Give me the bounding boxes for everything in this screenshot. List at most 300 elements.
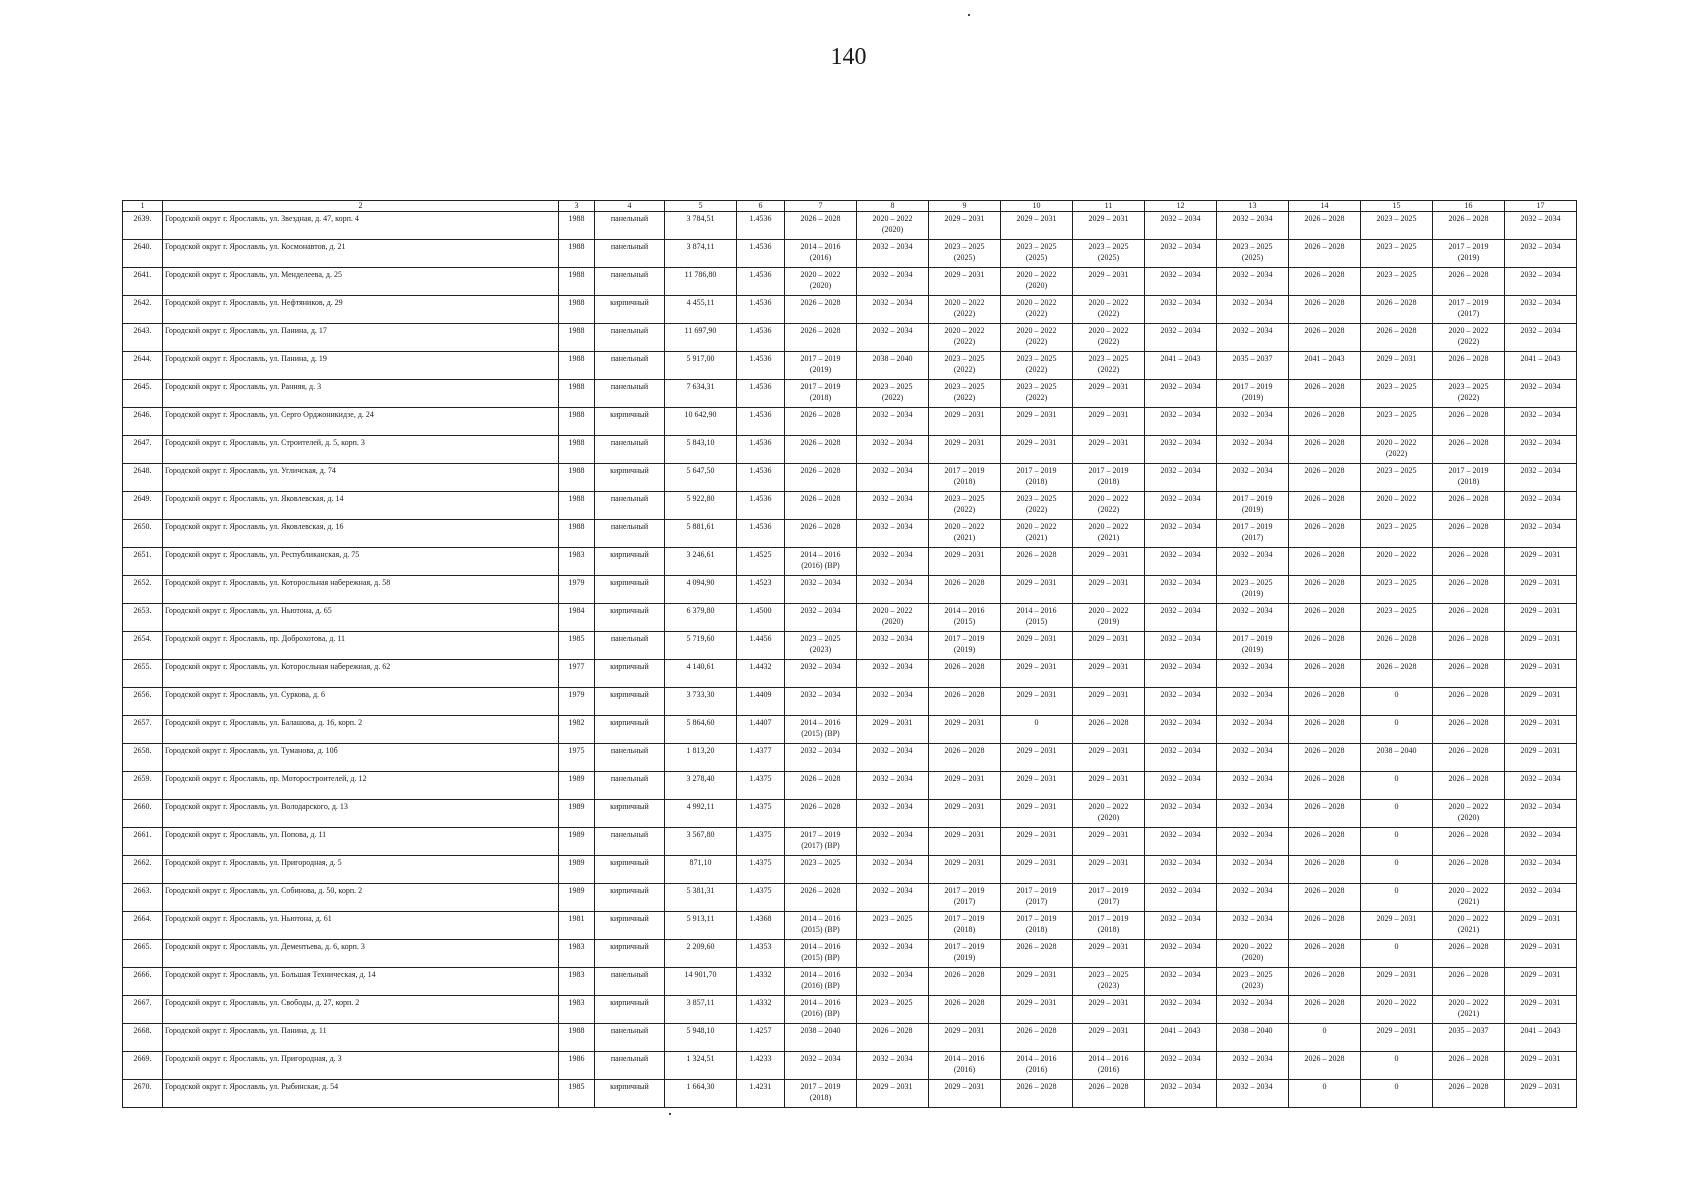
table-cell: 2026 – 2028 [1361,296,1433,324]
table-cell: 5 922,80 [665,492,737,520]
table-cell: 2660. [123,800,163,828]
table-cell: 1.4375 [737,856,785,884]
table-cell: 2032 – 2034 [785,576,857,604]
table-cell: 2032 – 2034 [857,296,929,324]
table-cell: 5 881,61 [665,520,737,548]
table-cell: 2026 – 2028 [1289,912,1361,940]
table-cell: 2032 – 2034 [857,520,929,548]
table-cell: панельный [595,268,665,296]
table-cell: 2652. [123,576,163,604]
column-number-cell: 13 [1217,201,1289,212]
table-cell: 2032 – 2034 [1505,408,1577,436]
table-cell: 2649. [123,492,163,520]
table-cell: 2032 – 2034 [1145,436,1217,464]
table-cell: 2020 – 2022 (2020) [1217,940,1289,968]
address-cell: Городской округ г. Ярославль, ул. Пригородная, д. 3 [163,1052,559,1080]
table-cell: 2029 – 2031 [1505,716,1577,744]
table-cell: 2032 – 2034 [1145,464,1217,492]
table-cell: 2032 – 2034 [1145,660,1217,688]
table-cell: 2029 – 2031 [1073,772,1145,800]
table-cell: 2020 – 2022 (2020) [785,268,857,296]
table-cell: 2023 – 2025 (2023) [1073,968,1145,996]
table-cell: 2020 – 2022 [1361,548,1433,576]
table-cell: 1.4257 [737,1024,785,1052]
table-cell: 3 246,61 [665,548,737,576]
table-cell: 2032 – 2034 [1145,1052,1217,1080]
table-cell: 2029 – 2031 [1073,212,1145,240]
table-cell: 1.4523 [737,576,785,604]
table-cell: 2029 – 2031 [1505,744,1577,772]
table-cell: 2032 – 2034 [1145,800,1217,828]
table-cell: 1.4536 [737,380,785,408]
table-cell: 2026 – 2028 [785,296,857,324]
table-row [123,380,1577,408]
table-cell: 2029 – 2031 [1001,800,1073,828]
table-row [123,632,1577,660]
table-cell: 1977 [559,660,595,688]
table-cell: 2032 – 2034 [785,1052,857,1080]
table-cell: 1.4432 [737,660,785,688]
address-cell: Городской округ г. Ярославль, ул. Ранняя, д. 3 [163,380,559,408]
table-cell: 2029 – 2031 [1001,772,1073,800]
table-cell: 5 948,10 [665,1024,737,1052]
table-cell: 3 784,51 [665,212,737,240]
table-cell: 2023 – 2025 (2025) [1073,240,1145,268]
table-cell: 1.4231 [737,1080,785,1108]
table-cell: 2026 – 2028 [1073,716,1145,744]
table-cell: 2026 – 2028 [1289,464,1361,492]
table-cell: 2026 – 2028 [1289,772,1361,800]
table-cell: 2017 – 2019 (2018) [1001,464,1073,492]
table-cell: кирпичный [595,660,665,688]
table-cell: 1.4407 [737,716,785,744]
table-cell: 2026 – 2028 [1289,604,1361,632]
table-cell: 2032 – 2034 [857,772,929,800]
table-cell: 2032 – 2034 [1217,660,1289,688]
table-row [123,828,1577,856]
scan-speck [669,1113,671,1115]
table-cell: 2026 – 2028 [1289,520,1361,548]
column-number-cell: 5 [665,201,737,212]
table-cell: 2026 – 2028 [857,1024,929,1052]
table-cell: 0 [1361,1080,1433,1108]
table-cell: 2029 – 2031 [1505,996,1577,1024]
column-number-row [123,201,1577,212]
table-cell: 2029 – 2031 [1001,632,1073,660]
table-cell: 2017 – 2019 (2018) [929,912,1001,940]
table-cell: 2026 – 2028 [1289,632,1361,660]
table-cell: кирпичный [595,856,665,884]
table-cell: 2035 – 2037 [1433,1024,1505,1052]
table-cell: 2654. [123,632,163,660]
table-cell: 1.4233 [737,1052,785,1080]
table-cell: 1988 [559,464,595,492]
table-cell: 2029 – 2031 [857,1080,929,1108]
address-cell: Городской округ г. Ярославль, ул. Пригородная, д. 5 [163,856,559,884]
address-cell: Городской округ г. Ярославль, ул. Республиканская, д. 75 [163,548,559,576]
table-cell: 2032 – 2034 [857,828,929,856]
table-cell: 2026 – 2028 [1289,716,1361,744]
table-cell: 2029 – 2031 [1073,1024,1145,1052]
table-cell: 2026 – 2028 [785,324,857,352]
table-cell: 2020 – 2022 (2022) [1001,296,1073,324]
table-cell: 2026 – 2028 [1433,856,1505,884]
table-cell: 2026 – 2028 [929,968,1001,996]
table-cell: 2032 – 2034 [1217,800,1289,828]
table-cell: 2017 – 2019 (2018) [929,464,1001,492]
table-cell: 2026 – 2028 [1289,996,1361,1024]
table-cell: 0 [1361,1052,1433,1080]
table-row [123,604,1577,632]
table-cell: 2647. [123,436,163,464]
table-row [123,1080,1577,1108]
table-cell: 0 [1361,856,1433,884]
table-cell: 2020 – 2022 (2022) [1433,324,1505,352]
table-row [123,464,1577,492]
table-cell: 5 719,60 [665,632,737,660]
table-cell: 2032 – 2034 [1217,996,1289,1024]
address-cell: Городской округ г. Ярославль, ул. Космонавтов, д. 21 [163,240,559,268]
table-cell: 2026 – 2028 [1289,688,1361,716]
table-cell: 2020 – 2022 (2022) [929,324,1001,352]
address-cell: Городской округ г. Ярославль, ул. Менделеева, д. 25 [163,268,559,296]
table-cell: 2662. [123,856,163,884]
table-cell: 1.4536 [737,296,785,324]
table-cell: 2032 – 2034 [1505,380,1577,408]
table-cell: 2026 – 2028 [1433,1080,1505,1108]
table-cell: кирпичный [595,464,665,492]
table-cell: 3 567,80 [665,828,737,856]
table-cell: 2020 – 2022 (2022) [1073,492,1145,520]
column-number-cell: 8 [857,201,929,212]
table-cell: 2669. [123,1052,163,1080]
table-row [123,940,1577,968]
table-cell: 2026 – 2028 [1433,772,1505,800]
table-cell: 2041 – 2043 [1505,1024,1577,1052]
table-cell: 2032 – 2034 [1505,884,1577,912]
table-cell: 1986 [559,1052,595,1080]
address-cell: Городской округ г. Ярославль, ул. Попова, д. 11 [163,828,559,856]
table-cell: 2657. [123,716,163,744]
table-cell: 2029 – 2031 [1001,744,1073,772]
table-cell: 2035 – 2037 [1217,352,1289,380]
table-cell: 2026 – 2028 [1433,408,1505,436]
table-row [123,772,1577,800]
table-cell: 2032 – 2034 [785,688,857,716]
table-cell: 2029 – 2031 [929,548,1001,576]
table-cell: 2666. [123,968,163,996]
table-cell: 2020 – 2022 (2021) [1433,996,1505,1024]
table-cell: 1988 [559,296,595,324]
table-cell: 2032 – 2034 [1217,296,1289,324]
table-cell: 2014 – 2016 (2016) [1001,1052,1073,1080]
table-cell: 2640. [123,240,163,268]
table-cell: 2032 – 2034 [857,884,929,912]
table-cell: 2014 – 2016 (2016) [1073,1052,1145,1080]
table-cell: 7 634,31 [665,380,737,408]
table-cell: 14 901,70 [665,968,737,996]
table-cell: 2026 – 2028 [1289,744,1361,772]
table-cell: 2029 – 2031 [1073,380,1145,408]
table-cell: 2029 – 2031 [929,856,1001,884]
table-cell: 2026 – 2028 [785,800,857,828]
table-cell: 2026 – 2028 [785,492,857,520]
table-cell: 2017 – 2019 (2018) [785,1080,857,1108]
table-cell: панельный [595,352,665,380]
table-cell: 2032 – 2034 [1145,856,1217,884]
table-cell: 2020 – 2022 (2021) [929,520,1001,548]
table-cell: 2032 – 2034 [1145,380,1217,408]
table-cell: 2023 – 2025 (2025) [1001,240,1073,268]
table-cell: 2026 – 2028 [1289,576,1361,604]
table-cell: 2026 – 2028 [1433,436,1505,464]
table-cell: 2020 – 2022 (2020) [1073,800,1145,828]
table-cell: 1983 [559,548,595,576]
table-cell: 2653. [123,604,163,632]
table-row [123,660,1577,688]
table-cell: 2032 – 2034 [1145,940,1217,968]
table-cell: 2023 – 2025 [1361,240,1433,268]
table-cell: 2023 – 2025 (2022) [929,380,1001,408]
table-cell: 2665. [123,940,163,968]
table-cell: 2017 – 2019 (2019) [1217,632,1289,660]
table-cell: 2026 – 2028 [1289,492,1361,520]
table-cell: 2029 – 2031 [1073,688,1145,716]
address-cell: Городской округ г. Ярославль, ул. Балашова, д. 16, корп. 2 [163,716,559,744]
table-cell: 2029 – 2031 [1001,576,1073,604]
column-number-cell: 1 [123,201,163,212]
table-cell: 2032 – 2034 [1217,548,1289,576]
table-cell: 2029 – 2031 [1361,352,1433,380]
table-cell: 2026 – 2028 [1001,548,1073,576]
table-cell: 1.4375 [737,828,785,856]
table-cell: 2656. [123,688,163,716]
table-cell: 1.4536 [737,464,785,492]
table-cell: кирпичный [595,688,665,716]
table-cell: 2026 – 2028 [1433,604,1505,632]
table-cell: 2017 – 2019 (2019) [785,352,857,380]
address-cell: Городской округ г. Ярославль, ул. Ньютона, д. 65 [163,604,559,632]
table-cell: 2023 – 2025 (2023) [1217,968,1289,996]
table-cell: 2032 – 2034 [1145,828,1217,856]
table-cell: 2026 – 2028 [1433,576,1505,604]
table-cell: 2029 – 2031 [929,772,1001,800]
table-cell: 2026 – 2028 [1001,1024,1073,1052]
table-cell: 6 379,80 [665,604,737,632]
table-cell: 2032 – 2034 [1145,688,1217,716]
table-cell: 2026 – 2028 [1289,212,1361,240]
address-cell: Городской округ г. Ярославль, ул. Яковлевская, д. 14 [163,492,559,520]
table-cell: 2029 – 2031 [1505,1052,1577,1080]
table-cell: 2026 – 2028 [785,884,857,912]
table-row [123,324,1577,352]
table-cell: 2642. [123,296,163,324]
address-cell: Городской округ г. Ярославль, ул. Панина, д. 11 [163,1024,559,1052]
table-cell: 1988 [559,436,595,464]
table-cell: 2017 – 2019 (2019) [1217,380,1289,408]
table-cell: 2023 – 2025 (2022) [929,352,1001,380]
table-row [123,268,1577,296]
table-cell: 2032 – 2034 [1505,324,1577,352]
table-cell: 2032 – 2034 [1217,1052,1289,1080]
table-cell: 2023 – 2025 (2022) [857,380,929,408]
table-cell: 2029 – 2031 [1073,744,1145,772]
table-cell: 5 843,10 [665,436,737,464]
address-cell: Городской округ г. Ярославль, ул. Яковлевская, д. 16 [163,520,559,548]
table-cell: 2026 – 2028 [1001,1080,1073,1108]
table-cell: 1988 [559,268,595,296]
table-cell: 2017 – 2019 (2018) [785,380,857,408]
scan-speck [968,14,970,16]
table-cell: 2032 – 2034 [1505,268,1577,296]
table-cell: 2029 – 2031 [1073,548,1145,576]
table-cell: 0 [1361,716,1433,744]
table-cell: 2032 – 2034 [785,660,857,688]
table-cell: 2032 – 2034 [857,464,929,492]
table-cell: 1.4377 [737,744,785,772]
table-cell: 2026 – 2028 [1289,240,1361,268]
table-cell: кирпичный [595,884,665,912]
table-cell: 2032 – 2034 [1217,688,1289,716]
table-cell: 2017 – 2019 (2019) [1433,240,1505,268]
table-cell: 2029 – 2031 [929,436,1001,464]
table-cell: 2017 – 2019 (2018) [1073,464,1145,492]
table-cell: 2032 – 2034 [1505,296,1577,324]
table-cell: 2017 – 2019 (2018) [1073,912,1145,940]
table-cell: 2023 – 2025 [1361,604,1433,632]
table-cell: 2026 – 2028 [1289,660,1361,688]
table-cell: 2032 – 2034 [1145,772,1217,800]
table-cell: 2026 – 2028 [1289,1052,1361,1080]
table-cell: 0 [1361,884,1433,912]
table-cell: 2032 – 2034 [1217,856,1289,884]
table-cell: 2032 – 2034 [1217,436,1289,464]
table-cell: 2017 – 2019 (2018) [1433,464,1505,492]
table-cell: 2041 – 2043 [1145,1024,1217,1052]
table-cell: 1 813,20 [665,744,737,772]
table-cell: 4 455,11 [665,296,737,324]
table-cell: 1985 [559,1080,595,1108]
table-cell: 2020 – 2022 (2021) [1433,884,1505,912]
table-cell: кирпичный [595,940,665,968]
table-cell: 1983 [559,968,595,996]
table-cell: 2038 – 2040 [785,1024,857,1052]
table-cell: 1988 [559,520,595,548]
table-cell: 2026 – 2028 [1433,492,1505,520]
table-cell: 0 [1361,800,1433,828]
table-row [123,744,1577,772]
table-cell: 2032 – 2034 [1145,548,1217,576]
table-cell: 2029 – 2031 [1361,912,1433,940]
table-cell: 2032 – 2034 [857,408,929,436]
table-cell: 2026 – 2028 [1433,268,1505,296]
column-number-cell: 3 [559,201,595,212]
table-row [123,856,1577,884]
table-row [123,548,1577,576]
table-cell: 2032 – 2034 [1217,324,1289,352]
table-cell: 2023 – 2025 [1361,212,1433,240]
table-cell: 2023 – 2025 (2022) [1073,352,1145,380]
table-cell: 2032 – 2034 [1217,716,1289,744]
table-cell: 871,10 [665,856,737,884]
table-cell: 2026 – 2028 [785,464,857,492]
table-cell: 2029 – 2031 [1505,548,1577,576]
table-cell: 2020 – 2022 (2020) [1433,800,1505,828]
table-cell: 2029 – 2031 [1001,828,1073,856]
table-cell: 2026 – 2028 [1433,688,1505,716]
table-cell: 2639. [123,212,163,240]
table-cell: 2020 – 2022 (2020) [857,212,929,240]
table-cell: 2032 – 2034 [1145,268,1217,296]
table-cell: 2026 – 2028 [929,744,1001,772]
table-cell: 2026 – 2028 [1073,1080,1145,1108]
table-cell: 2032 – 2034 [857,632,929,660]
table-cell: 2026 – 2028 [1433,212,1505,240]
table-cell: панельный [595,632,665,660]
table-cell: 1.4332 [737,968,785,996]
table-cell: 2020 – 2022 (2022) [929,296,1001,324]
table-cell: 2026 – 2028 [1433,968,1505,996]
address-cell: Городской округ г. Ярославль, ул. Панина, д. 19 [163,352,559,380]
table-cell: 1.4368 [737,912,785,940]
table-cell: 2026 – 2028 [1361,632,1433,660]
table-cell: 2020 – 2022 (2022) [1073,296,1145,324]
table-cell: 2020 – 2022 (2022) [1361,436,1433,464]
table-cell: 2032 – 2034 [1505,772,1577,800]
address-cell: Городской округ г. Ярославль, ул. Которосльная набережная, д. 58 [163,576,559,604]
table-cell: 2029 – 2031 [929,1080,1001,1108]
table-cell: 2020 – 2022 (2021) [1073,520,1145,548]
page-number: 140 [830,44,867,70]
table-cell: 1988 [559,352,595,380]
table-cell: 1.4375 [737,884,785,912]
table-cell: 2032 – 2034 [1145,604,1217,632]
table-cell: 2023 – 2025 [1361,408,1433,436]
table-row [123,212,1577,240]
table-cell: 1988 [559,1024,595,1052]
table-cell: 2661. [123,828,163,856]
table-cell: 2032 – 2034 [1217,464,1289,492]
table-cell: 2014 – 2016 (2015) (ВР) [785,912,857,940]
table-cell: 11 786,80 [665,268,737,296]
table-cell: 2023 – 2025 (2022) [1001,352,1073,380]
table-cell: 2026 – 2028 [785,408,857,436]
table-cell: 1.4536 [737,492,785,520]
table-cell: 2029 – 2031 [1073,268,1145,296]
table-cell: 2026 – 2028 [1001,940,1073,968]
table-cell: 2026 – 2028 [1433,632,1505,660]
table-cell: 2032 – 2034 [857,800,929,828]
table-cell: 2023 – 2025 (2023) [785,632,857,660]
table-cell: кирпичный [595,996,665,1024]
table-cell: 1.4536 [737,324,785,352]
table-cell: панельный [595,828,665,856]
table-cell: 5 647,50 [665,464,737,492]
table-cell: 5 917,00 [665,352,737,380]
table-cell: 2017 – 2019 (2017) (ВР) [785,828,857,856]
table-cell: панельный [595,324,665,352]
table-cell: панельный [595,744,665,772]
table-cell: 0 [1361,828,1433,856]
table-cell: 1979 [559,576,595,604]
table-cell: 2023 – 2025 [1361,464,1433,492]
table-cell: 2026 – 2028 [1433,1052,1505,1080]
table-cell: 3 733,30 [665,688,737,716]
table-cell: 1.4353 [737,940,785,968]
table-cell: 4 140,61 [665,660,737,688]
table-cell: 2026 – 2028 [1433,716,1505,744]
table-cell: панельный [595,240,665,268]
